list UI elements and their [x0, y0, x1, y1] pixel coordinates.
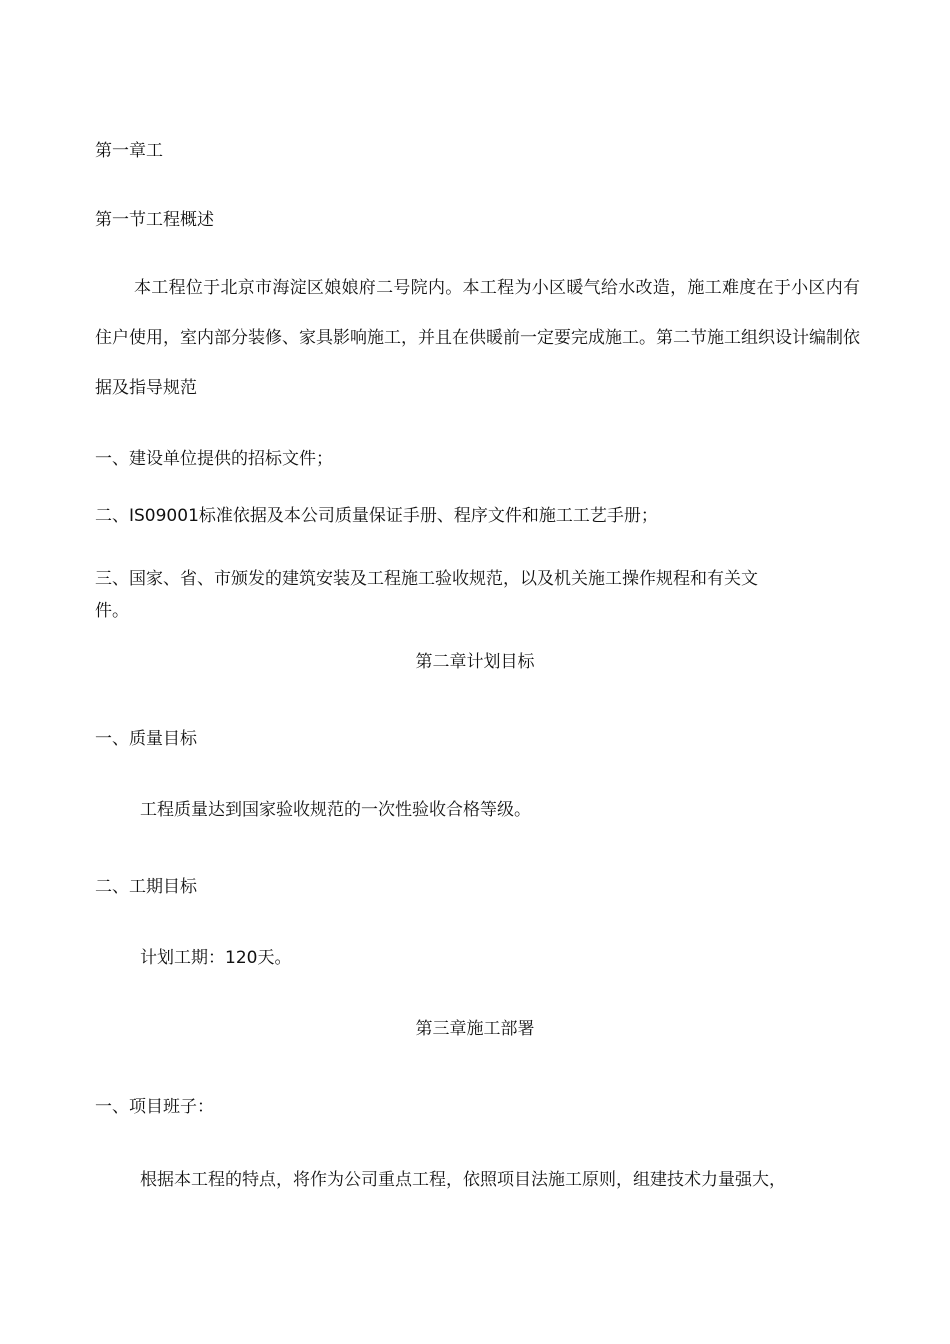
schedule-goal-text: 计划工期：120天。: [140, 948, 292, 968]
chapter-2-title: 第二章计划目标: [415, 652, 535, 672]
basis-item-2: 二、IS09001标准依据及本公司质量保证手册、程序文件和施工工艺手册；: [95, 506, 658, 526]
basis-item-3-continuation: 件。: [95, 601, 129, 621]
basis-item-3: 三、国家、省、市颁发的建筑安装及工程施工验收规范，以及机关施工操作规程和有关文: [95, 569, 758, 589]
schedule-goal-heading: 二、工期目标: [95, 877, 197, 897]
project-team-heading: 一、项目班子：: [95, 1097, 214, 1117]
chapter-1-title: 第一章工: [95, 141, 163, 161]
project-team-text: 根据本工程的特点，将作为公司重点工程，依照项目法施工原则，组建技术力量强大，: [140, 1170, 786, 1190]
section-1-title: 第一节工程概述: [95, 210, 214, 230]
quality-goal-text: 工程质量达到国家验收规范的一次性验收合格等级。: [140, 800, 531, 820]
overview-paragraph: 本工程位于北京市海淀区娘娘府二号院内。本工程为小区暖气给水改造，施工难度在于小区内有住户使用，室内部分装修、家具影响施工，并且在供暖前一定要完成施工。第二节施工组织设计编制依据及指导规范: [95, 278, 860, 398]
quality-goal-heading: 一、质量目标: [95, 729, 197, 749]
basis-item-1: 一、建设单位提供的招标文件；: [95, 449, 333, 469]
chapter-3-title: 第三章施工部署: [415, 1019, 535, 1039]
